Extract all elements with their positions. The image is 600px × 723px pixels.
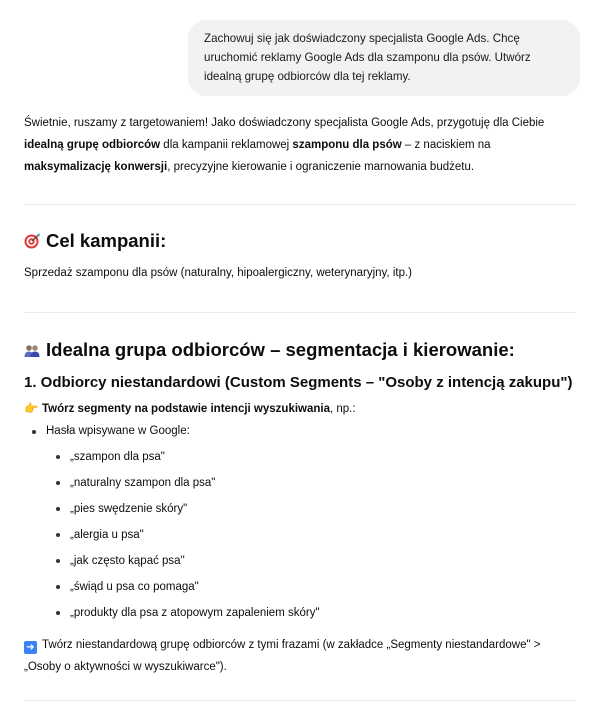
- final-note: [24, 634, 576, 678]
- keyword-text: „pies swędzenie skóry": [70, 503, 188, 515]
- list-item: [24, 420, 576, 442]
- bullet-list: [24, 420, 576, 442]
- keyword-text: „świąd u psa co pomaga": [70, 581, 199, 593]
- keyword-text: „alergia u psa": [70, 529, 144, 541]
- final-note-text: Twórz niestandardową grupę odbiorców z tymi frazami (w zakładce „Segmenty niestandardowe" > „Osoby o aktywności w wyszukiwarce").: [24, 639, 541, 673]
- bullet-label: Hasła wpisywane w Google:: [46, 425, 190, 437]
- intro-text-1: Świetnie, ruszamy z targetowaniem! Jako doświadczony specjalista Google Ads, przygotuję dla Ciebie: [24, 117, 545, 129]
- section-audience-title: Idealna grupa odbiorców – segmentacja i kierowanie:: [46, 339, 515, 360]
- keyword-list: [24, 444, 576, 626]
- section-goal-heading: [24, 229, 576, 253]
- intro-text-4: , precyzyjne kierowanie i ograniczenie marnowania budżetu.: [167, 161, 475, 173]
- user-message-text: Zachowuj się jak doświadczony specjalista Google Ads. Chcę uruchomić reklamy Google Ads dla szamponu dla psów. Utwórz idealną grupę odbiorców dla tej reklamy.: [204, 32, 531, 83]
- pointing-hand-icon: 👉: [24, 403, 39, 415]
- keyword-text: „jak często kąpać psa": [70, 555, 185, 567]
- user-message-bubble: [188, 20, 580, 96]
- section-audience-heading: [24, 338, 576, 362]
- intro-text-2: dla kampanii reklamowej: [160, 139, 293, 151]
- pointer-bold: Twórz segmenty na podstawie intencji wyszukiwania: [42, 403, 330, 415]
- list-item: [24, 600, 576, 626]
- subheading-custom-segments: 1. Odbiorcy niestandardowi (Custom Segments – "Osoby z intencją zakupu"): [24, 374, 573, 391]
- intro-bold-3: maksymalizację konwersji: [24, 161, 168, 173]
- intro-paragraph: [24, 112, 576, 178]
- pointer-rest: , np.:: [330, 403, 356, 415]
- people-icon: [24, 342, 40, 358]
- intro-bold-2: szamponu dla psów: [292, 139, 402, 151]
- divider: [24, 700, 576, 701]
- section-goal-text: Sprzedaż szamponu dla psów (naturalny, hipoalergiczny, weterynaryjny, itp.): [24, 267, 412, 279]
- target-icon: [24, 233, 40, 249]
- keyword-text: „produkty dla psa z atopowym zapaleniem skóry": [70, 607, 320, 619]
- section-goal-title: Cel kampanii:: [46, 230, 167, 251]
- list-item: [24, 444, 576, 470]
- keyword-text: „naturalny szampon dla psa": [70, 477, 216, 489]
- list-item: [24, 522, 576, 548]
- list-item: [24, 574, 576, 600]
- list-item: [24, 496, 576, 522]
- pointer-line: [24, 398, 576, 420]
- list-item: [24, 548, 576, 574]
- assistant-response: [24, 112, 576, 701]
- keyword-text: „szampon dla psa": [70, 451, 165, 463]
- intro-bold-1: idealną grupę odbiorców: [24, 139, 161, 151]
- intro-text-3: – z naciskiem na: [401, 139, 491, 151]
- arrow-right-icon: ➜: [24, 641, 37, 654]
- list-item: [24, 470, 576, 496]
